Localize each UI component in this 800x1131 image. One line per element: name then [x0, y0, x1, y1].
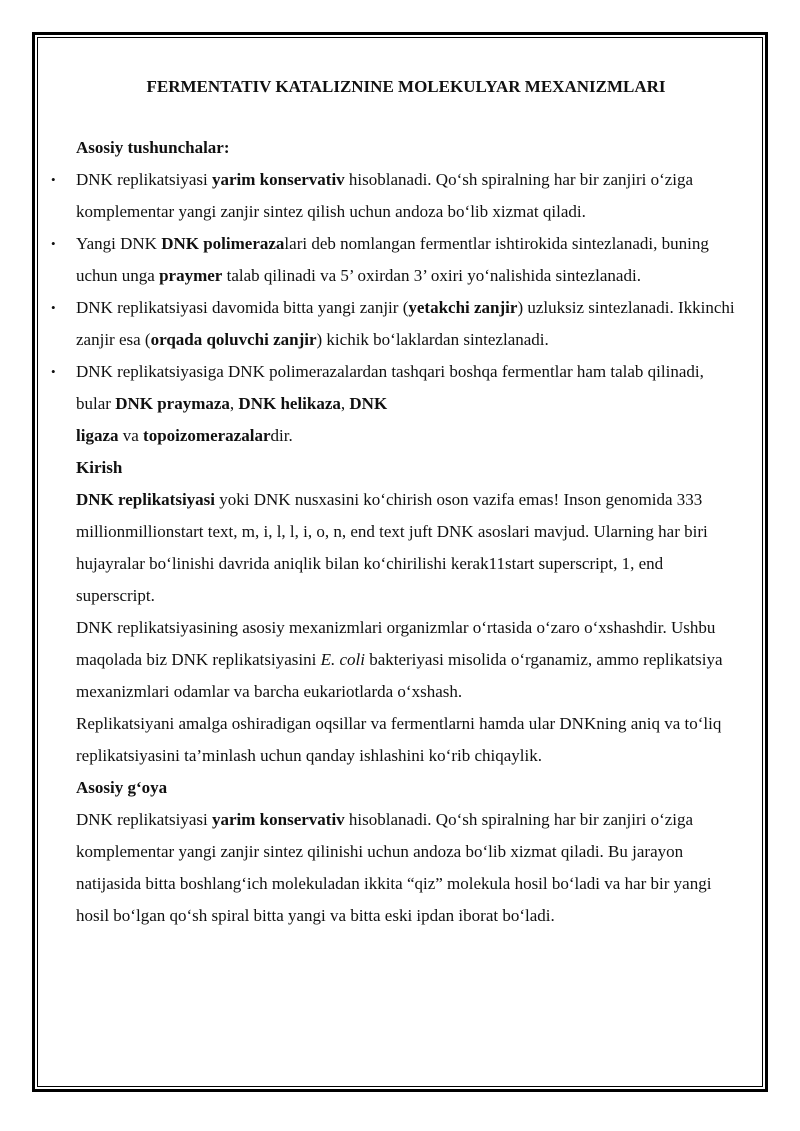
- bold-term: DNK helikaza: [238, 394, 341, 413]
- list-item: • DNK replikatsiyasi davomida bitta yangi zanjir (yetakchi zanjir) uzluksiz sintezlanadi. Ikkinchi zanjir esa (orqada qoluvchi zanjir) kichik bo‘laklardan sintezlanadi.: [76, 292, 736, 356]
- bold-term: ligaza: [76, 426, 119, 445]
- paragraph: Replikatsiyani amalga oshiradigan oqsillar va fermentlarni hamda ular DNKning aniq va to‘liq replikatsiyasini ta’minlash uchun qanday ishlashini ko‘rib chiqaylik.: [76, 714, 722, 765]
- bullet-icon: •: [51, 172, 56, 187]
- paragraph: DNK replikatsiyasining asosiy mexanizmlari organizmlar o‘rtasida o‘zaro o‘xshashdir. Ushbu maqolada biz DNK replikatsiyasini E. coli bakteriyasi misolida o‘rganamiz, ammo replikatsiya mexanizmlari odamlar va barcha eukariotlarda o‘xshash.: [76, 618, 723, 701]
- bold-term: DNK polimeraza: [161, 234, 285, 253]
- bullet-icon: •: [51, 364, 56, 379]
- document-title: FERMENTATIV KATALIZNINE MOLEKULYAR MEXANIZMLARI: [146, 77, 666, 96]
- section-heading-main-idea: Asosiy g‘oya: [76, 778, 168, 797]
- bullet-icon: •: [51, 300, 56, 315]
- section-heading-key-concepts: Asosiy tushunchalar:: [76, 138, 230, 157]
- bold-term: orqada qoluvchi zanjir: [150, 330, 317, 349]
- document-body: [51, 74, 736, 932]
- bold-term: DNK praymaza: [115, 394, 230, 413]
- bold-term: topoizomerazalar: [143, 426, 271, 445]
- section-heading-introduction: Kirish: [76, 458, 123, 477]
- paragraph: DNK replikatsiyasi yarim konservativ hisoblanadi. Qo‘sh spiralning har bir zanjiri o‘ziga komplementar yangi zanjir sintez qilinishi uchun andoza bo‘lib xizmat qiladi. Bu jarayon natijasida bitta boshlang‘ich molekuladan ikkita “qiz” molekula hosil bo‘ladi va har bir yangi hosil bo‘lgan qo‘sh spiral bitta yangi va bitta eski ipdan iborat bo‘ladi.: [76, 810, 712, 925]
- key-concepts-list: [51, 164, 736, 452]
- list-item: • DNK replikatsiyasiga DNK polimerazalardan tashqari boshqa fermentlar ham talab qilinadi, bular DNK praymaza, DNK helikaza, DNK ligaza va topoizomerazalardir.: [76, 356, 736, 452]
- bold-term: DNK replikatsiyasi: [76, 490, 216, 509]
- list-item: • DNK replikatsiyasi yarim konservativ hisoblanadi. Qo‘sh spiralning har bir zanjiri o‘ziga komplementar yangi zanjir sintez qilish uchun andoza bo‘lib xizmat qiladi.: [76, 164, 736, 228]
- bold-term: yarim konservativ: [211, 170, 345, 189]
- bullet-icon: •: [51, 236, 56, 251]
- bold-term: praymer: [159, 266, 223, 285]
- bold-term: yetakchi zanjir: [408, 298, 518, 317]
- bold-term: yarim konservativ: [211, 810, 345, 829]
- list-item: • Yangi DNK DNK polimerazalari deb nomlangan fermentlar ishtirokida sintezlanadi, buning uchun unga praymer talab qilinadi va 5’ oxirdan 3’ oxiri yo‘nalishida sintezlanadi.: [76, 228, 736, 292]
- bold-term: DNK: [349, 394, 388, 413]
- paragraph: DNK replikatsiyasi yoki DNK nusxasini ko‘chirish oson vazifa emas! Inson genomida 333 millionmillionstart text, m, i, l, l, i, o, n, end text juft DNK asoslari mavjud. Ularning har biri hujayralar bo‘linishi davrida aniqlik bilan ko‘chirilishi kerak11start superscript, 1, end superscript.: [76, 490, 708, 605]
- italic-term: E. coli: [320, 650, 365, 669]
